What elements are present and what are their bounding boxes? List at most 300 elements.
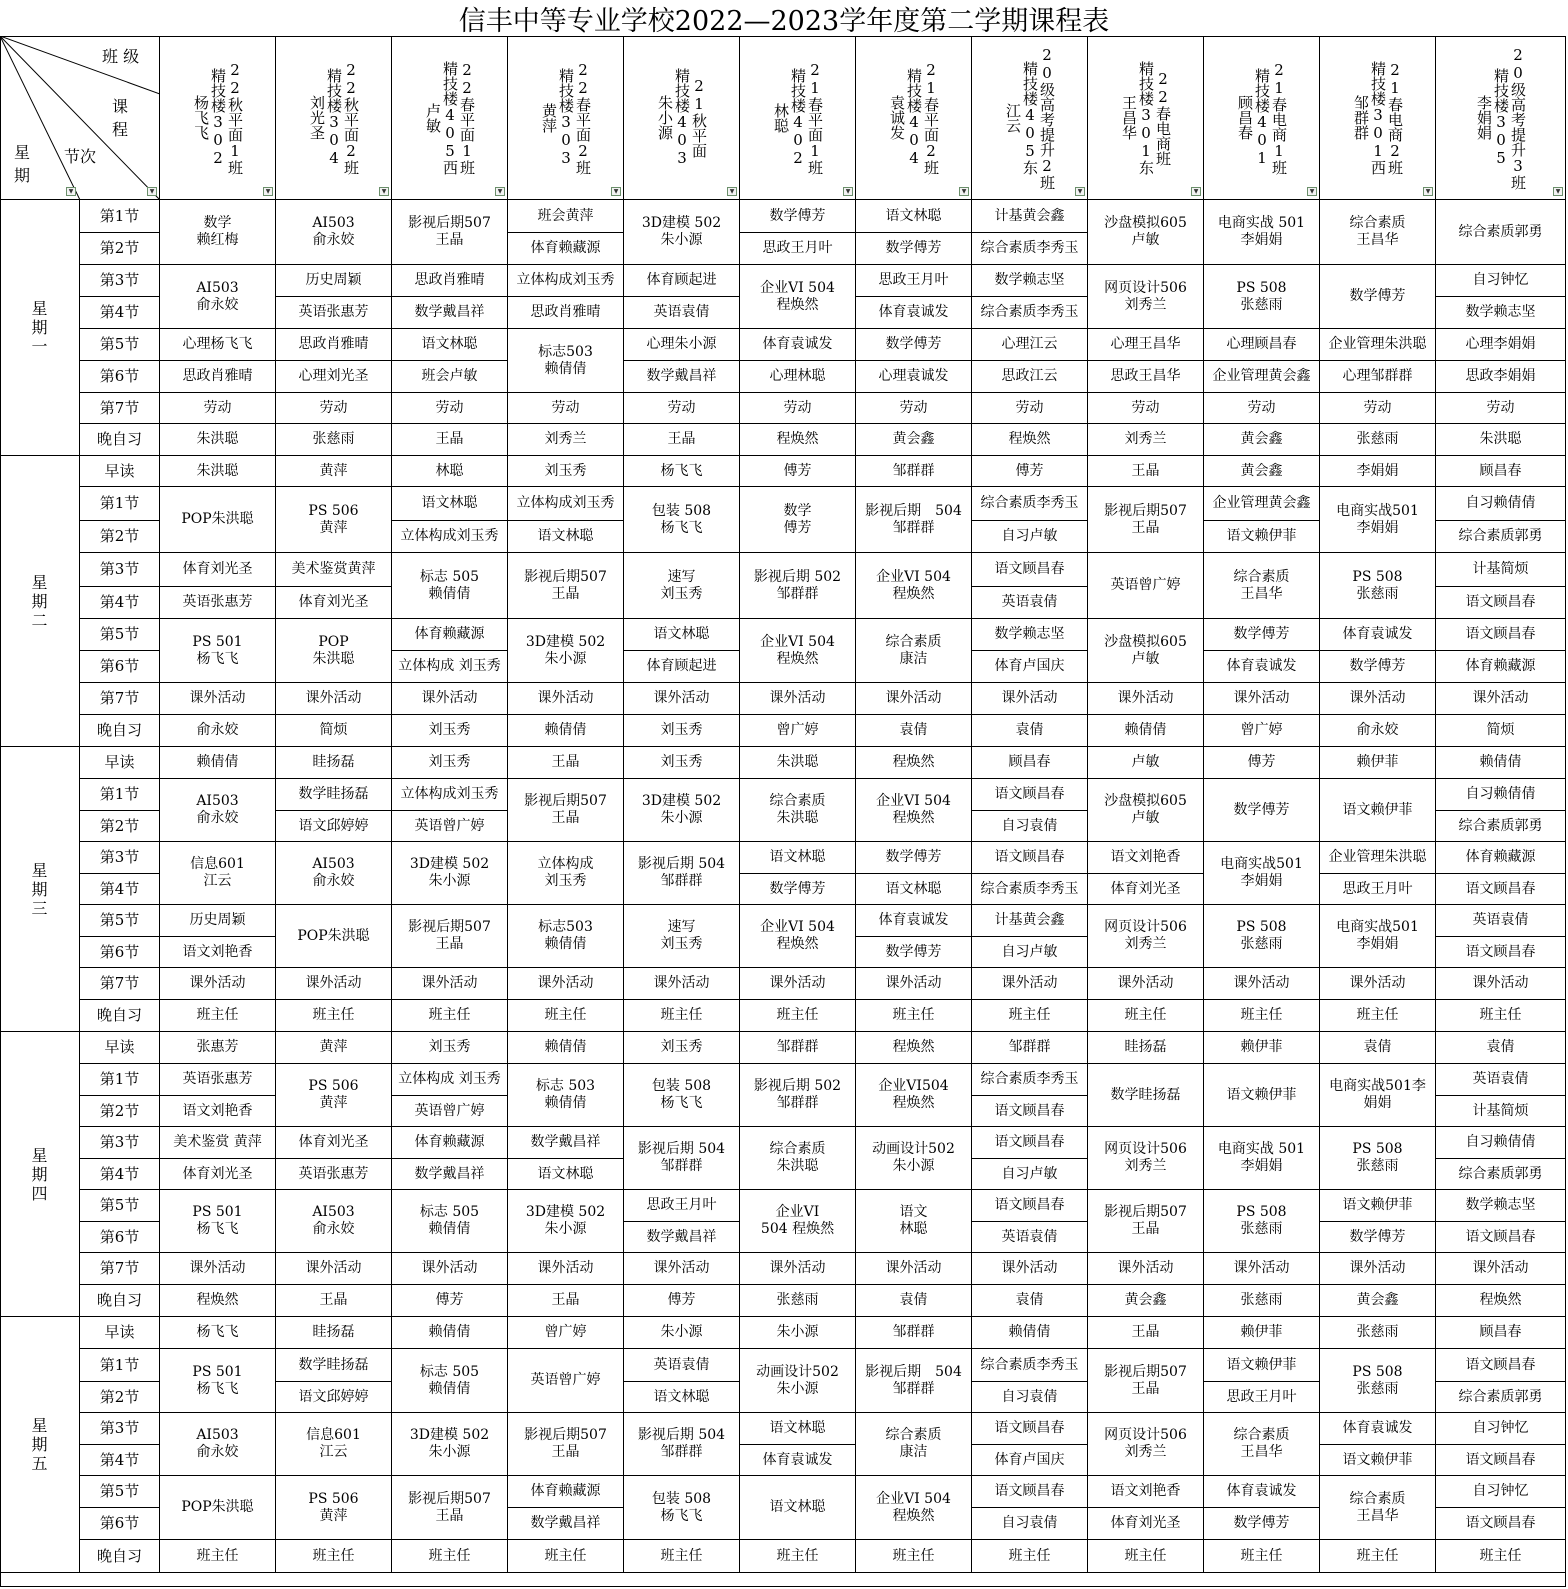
period-label: 第6节 [80, 937, 160, 968]
course-cell: 袁倩 [856, 1285, 972, 1317]
course-cell: 数学傅芳 [856, 233, 972, 265]
course-cell: 数学赖志坚 [972, 265, 1088, 297]
course-cell: 体育赖藏源 [508, 233, 624, 265]
course-cell: 速写 刘玉秀 [624, 905, 740, 968]
course-cell: 语文赖伊菲 [1204, 521, 1320, 553]
course-cell: 语文顾昌春 [972, 1096, 1088, 1127]
period-label: 第1节 [80, 1349, 160, 1382]
class-header-2: 22秋平面2班 精技楼304 刘光圣 [276, 36, 392, 200]
course-cell: 影视后期507 王晶 [392, 1476, 508, 1540]
class-header-4: 22春平面2班 精技楼303 黄萍 [508, 36, 624, 200]
course-cell: 企业VI 504 程焕然 [856, 553, 972, 619]
course-cell: 劳动 [740, 393, 856, 424]
course-cell: PS 501 杨飞飞 [160, 1349, 276, 1413]
class-header-5: 21秋平面 精技楼403 朱小源 [624, 36, 740, 200]
course-cell: 班主任 [624, 1000, 740, 1032]
course-cell: 自习赖倩倩 [1436, 1127, 1566, 1159]
course-cell: 综合素质 朱洪聪 [740, 1127, 856, 1190]
course-cell: 课外活动 [276, 968, 392, 1000]
course-cell: 思政王昌华 [1088, 361, 1204, 393]
course-cell: 影视后期507 王晶 [508, 1413, 624, 1476]
course-cell: 课外活动 [740, 1253, 856, 1285]
course-cell: 程焕然 [856, 1032, 972, 1064]
course-cell: 课外活动 [392, 683, 508, 715]
class-header-11: 21春电商2班 精技楼301西 邹群群 [1320, 36, 1436, 200]
course-cell: 企业VI 504 程焕然 [856, 1476, 972, 1540]
course-cell: 数学傅芳 [1320, 1222, 1436, 1253]
course-cell: 课外活动 [508, 1253, 624, 1285]
course-cell: 刘玉秀 [392, 1032, 508, 1064]
course-cell: 综合素质李秀玉 [972, 487, 1088, 521]
course-cell: 朱洪聪 [160, 456, 276, 487]
class-header-8: 20级高考提升2班 精技楼405东 江云 [972, 36, 1088, 200]
course-cell: 语文顾昌春 [972, 1127, 1088, 1159]
course-cell: 赖伊菲 [1204, 1032, 1320, 1064]
course-cell: 邹群群 [972, 1032, 1088, 1064]
period-label: 第3节 [80, 265, 160, 297]
course-cell: 班主任 [1436, 1540, 1566, 1573]
class-header-3: 22春平面1班 精技楼405西 卢敏 [392, 36, 508, 200]
course-cell: 包装 508 杨飞飞 [624, 1476, 740, 1540]
course-cell: 3D建模 502 朱小源 [624, 779, 740, 842]
course-cell: 影视后期507 王晶 [1088, 487, 1204, 553]
course-cell: 综合素质郭勇 [1436, 521, 1566, 553]
period-label: 第2节 [80, 1096, 160, 1127]
period-label: 第5节 [80, 905, 160, 937]
course-cell: 英语袁倩 [1436, 1064, 1566, 1096]
course-cell: 朱洪聪 [740, 747, 856, 779]
course-cell: 立体构成刘玉秀 [508, 487, 624, 521]
period-label: 第6节 [80, 651, 160, 683]
course-cell: 影视后期 504 邹群群 [856, 1349, 972, 1413]
course-cell: 体育刘光圣 [276, 1127, 392, 1159]
course-cell: 心理顾昌春 [1204, 329, 1320, 361]
course-cell: 思政肖雅晴 [508, 297, 624, 329]
course-cell: 数学傅芳 [1204, 1508, 1320, 1540]
course-cell: 3D建模 502 朱小源 [508, 619, 624, 683]
period-label: 第5节 [80, 1190, 160, 1222]
course-cell: 语文顾昌春 [1436, 1508, 1566, 1540]
course-cell: 英语袁倩 [972, 1222, 1088, 1253]
course-cell: 动画设计502 朱小源 [740, 1349, 856, 1413]
course-cell: 心理林聪 [740, 361, 856, 393]
class-header-9: 22春电商班 精技楼301东 王昌华 [1088, 36, 1204, 200]
period-label: 第1节 [80, 200, 160, 233]
filter-dropdown-class-8[interactable]: ▼ [1075, 187, 1085, 196]
course-cell: 班主任 [160, 1540, 276, 1573]
course-cell: 刘玉秀 [624, 1032, 740, 1064]
course-cell: 班主任 [1320, 1540, 1436, 1573]
course-cell: 英语张惠芳 [160, 587, 276, 619]
filter-dropdown-class-7[interactable]: ▼ [959, 187, 969, 196]
course-cell: 劳动 [392, 393, 508, 424]
filter-dropdown-class-11[interactable]: ▼ [1423, 187, 1433, 196]
course-cell: 课外活动 [160, 968, 276, 1000]
class-header-7: 21春平面2班 精技楼404 袁诚发 [856, 36, 972, 200]
period-label: 第5节 [80, 1476, 160, 1508]
period-label: 第7节 [80, 1253, 160, 1285]
course-cell: 心理李娟娟 [1436, 329, 1566, 361]
course-cell: 沙盘模拟605 卢敏 [1088, 619, 1204, 683]
course-cell: 影视后期507 王晶 [1088, 1190, 1204, 1253]
course-cell: 3D建模 502 朱小源 [624, 200, 740, 265]
filter-dropdown-class-3[interactable]: ▼ [495, 187, 505, 196]
course-cell: 王晶 [392, 424, 508, 456]
course-cell: 3D建模 502 朱小源 [508, 1190, 624, 1253]
course-cell: 语文顾昌春 [972, 1476, 1088, 1508]
course-cell: 语文顾昌春 [1436, 587, 1566, 619]
course-cell: 标志503 赖倩倩 [508, 329, 624, 393]
corner-label-course: 课 程 [112, 97, 129, 139]
course-cell: 英语张惠芳 [160, 1064, 276, 1096]
course-cell: 劳动 [1088, 393, 1204, 424]
course-cell: 赖倩倩 [508, 715, 624, 747]
course-cell: 体育袁诚发 [1204, 651, 1320, 683]
course-cell: 朱洪聪 [1436, 424, 1566, 456]
course-cell: 综合素质 王昌华 [1204, 1413, 1320, 1476]
filter-dropdown-class-4[interactable]: ▼ [611, 187, 621, 196]
course-cell: 数学傅芳 [856, 842, 972, 874]
course-cell: 班主任 [392, 1000, 508, 1032]
course-cell: 动画设计502 朱小源 [856, 1127, 972, 1190]
course-cell: 思政王月叶 [624, 1190, 740, 1222]
course-cell: 顾昌春 [972, 747, 1088, 779]
course-cell: 课外活动 [1088, 683, 1204, 715]
corner-label-period: 节次 [64, 147, 97, 166]
course-cell: 电商实战501 李娟娟 [1320, 487, 1436, 553]
course-cell: 数学戴昌祥 [508, 1508, 624, 1540]
filter-dropdown-class-5[interactable]: ▼ [727, 187, 737, 196]
course-cell: 心理刘光圣 [276, 361, 392, 393]
course-cell: 综合素质 王昌华 [1204, 553, 1320, 619]
course-cell: PS 508 张慈雨 [1204, 1190, 1320, 1253]
course-cell: 影视后期 504 邹群群 [624, 1127, 740, 1190]
course-cell: 思政李娟娟 [1436, 361, 1566, 393]
course-cell: 班主任 [1088, 1540, 1204, 1573]
course-cell: PS 508 张慈雨 [1204, 905, 1320, 968]
course-cell: 课外活动 [972, 968, 1088, 1000]
course-cell: 语文顾昌春 [1436, 1445, 1566, 1476]
course-cell: 思政王月叶 [740, 233, 856, 265]
course-cell: 数学傅芳 [1320, 265, 1436, 329]
course-cell: 企业VI 504 程焕然 [740, 619, 856, 683]
course-cell: PS 508 张慈雨 [1320, 1349, 1436, 1413]
course-cell: 刘玉秀 [392, 715, 508, 747]
course-cell: 语文邱婷婷 [276, 811, 392, 842]
course-cell: 综合素质郭勇 [1436, 1382, 1566, 1413]
course-cell: 语文林聪 [740, 1476, 856, 1540]
course-cell: 体育赖藏源 [1436, 842, 1566, 874]
course-cell: 体育刘光圣 [1088, 1508, 1204, 1540]
period-label: 第1节 [80, 487, 160, 521]
course-cell: 思政王月叶 [856, 265, 972, 297]
course-cell: 课外活动 [1088, 1253, 1204, 1285]
course-cell: 语文林聪 [624, 619, 740, 651]
course-cell: 语文顾昌春 [1436, 1349, 1566, 1382]
course-cell: 邹群群 [856, 456, 972, 487]
class-header-6: 21春平面1班 精技楼402 林聪 [740, 36, 856, 200]
course-cell: 班主任 [276, 1540, 392, 1573]
course-cell: 电商实战 501 李娟娟 [1204, 1127, 1320, 1190]
course-cell: 赖倩倩 [508, 1032, 624, 1064]
course-cell: 立体构成 刘玉秀 [392, 1064, 508, 1096]
course-cell: 综合素质李秀玉 [972, 874, 1088, 905]
period-label: 第6节 [80, 1222, 160, 1253]
course-cell: 赖伊菲 [1204, 1317, 1320, 1349]
course-cell: 黄萍 [276, 1032, 392, 1064]
course-cell: 课外活动 [740, 683, 856, 715]
course-cell: 班主任 [508, 1540, 624, 1573]
course-cell: 自习赖倩倩 [1436, 487, 1566, 521]
filter-dropdown-class-12[interactable]: ▼ [1553, 187, 1563, 196]
weekday-label: 星 期 一 [0, 200, 80, 456]
course-cell: 课外活动 [160, 1253, 276, 1285]
course-cell: 课外活动 [392, 968, 508, 1000]
course-cell: 自习袁倩 [972, 1382, 1088, 1413]
period-label: 第2节 [80, 521, 160, 553]
period-label: 早读 [80, 747, 160, 779]
course-cell: 体育袁诚发 [1320, 1413, 1436, 1445]
course-cell: 程焕然 [1436, 1285, 1566, 1317]
course-cell: 赖倩倩 [160, 747, 276, 779]
course-cell: 网页设计506 刘秀兰 [1088, 905, 1204, 968]
course-cell: 黄会鑫 [1320, 1285, 1436, 1317]
course-cell: 数学傅芳 [1320, 651, 1436, 683]
course-cell: 信息601 江云 [160, 842, 276, 905]
course-cell: 劳动 [160, 393, 276, 424]
course-cell: 自习钟忆 [1436, 265, 1566, 297]
period-label: 第4节 [80, 1445, 160, 1476]
period-label: 早读 [80, 1317, 160, 1349]
course-cell: 数学傅芳 [740, 200, 856, 233]
course-cell: 历史周颖 [160, 905, 276, 937]
course-cell: 英语张惠芳 [276, 297, 392, 329]
course-cell: 眭扬磊 [1088, 1032, 1204, 1064]
course-cell: 课外活动 [276, 683, 392, 715]
course-cell: 班主任 [740, 1540, 856, 1573]
course-cell: 影视后期507 王晶 [392, 905, 508, 968]
course-cell: 杨飞飞 [624, 456, 740, 487]
course-cell: 眭扬磊 [276, 747, 392, 779]
course-cell: 体育赖藏源 [392, 1127, 508, 1159]
course-cell: 袁倩 [856, 715, 972, 747]
course-cell: 王晶 [508, 1285, 624, 1317]
course-cell: 体育袁诚发 [1204, 1476, 1320, 1508]
course-cell: 王晶 [508, 747, 624, 779]
course-cell: 张慈雨 [740, 1285, 856, 1317]
course-cell: 数学戴昌祥 [624, 361, 740, 393]
course-cell: 综合素质郭勇 [1436, 1159, 1566, 1190]
course-cell: 综合素质 康洁 [856, 619, 972, 683]
course-cell: 劳动 [1320, 393, 1436, 424]
course-cell: 企业管理黄会鑫 [1204, 487, 1320, 521]
filter-dropdown-period[interactable]: ▼ [66, 187, 76, 196]
course-cell: 黄会鑫 [1088, 1285, 1204, 1317]
period-label: 第7节 [80, 968, 160, 1000]
period-label: 早读 [80, 456, 160, 487]
course-cell: 影视后期507 王晶 [508, 553, 624, 619]
course-cell: 语文林聪 [508, 521, 624, 553]
course-cell: 英语张惠芳 [276, 1159, 392, 1190]
course-cell: AI503 俞永姣 [276, 842, 392, 905]
course-cell: 眭扬磊 [276, 1317, 392, 1349]
course-cell: 英语袁倩 [624, 297, 740, 329]
course-cell: 数学眭扬磊 [276, 779, 392, 811]
course-cell: 张慈雨 [1320, 1317, 1436, 1349]
course-cell: 课外活动 [1436, 683, 1566, 715]
course-cell: 赖倩倩 [1088, 715, 1204, 747]
course-cell: 数学戴昌祥 [392, 1159, 508, 1190]
course-cell: 程焕然 [740, 424, 856, 456]
page-title: 信丰中等专业学校2022—2023学年度第二学期课程表 [458, 5, 1110, 37]
course-cell: 班主任 [856, 1540, 972, 1573]
course-cell: 语文林聪 [624, 1382, 740, 1413]
period-label: 第6节 [80, 1508, 160, 1540]
course-cell: 数学赖志坚 [1436, 297, 1566, 329]
course-cell: 体育袁诚发 [856, 905, 972, 937]
course-cell: POP朱洪聪 [276, 905, 392, 968]
course-cell: 网页设计506 刘秀兰 [1088, 265, 1204, 329]
course-cell: 数学傅芳 [1204, 619, 1320, 651]
course-cell: 简烦 [1436, 715, 1566, 747]
course-cell: 影视后期 502 邹群群 [740, 553, 856, 619]
period-label: 第7节 [80, 393, 160, 424]
period-label: 第1节 [80, 779, 160, 811]
course-cell: 黄会鑫 [1204, 424, 1320, 456]
course-cell: 思政王月叶 [1204, 1382, 1320, 1413]
course-cell: 语文赖伊菲 [1204, 1064, 1320, 1127]
course-cell: 傅芳 [1204, 747, 1320, 779]
filter-dropdown-class-6[interactable]: ▼ [843, 187, 853, 196]
filter-dropdown-class-1[interactable]: ▼ [263, 187, 273, 196]
course-cell: 语文林聪 [856, 874, 972, 905]
course-cell: 语文顾昌春 [972, 1190, 1088, 1222]
course-cell: 语文顾昌春 [972, 1413, 1088, 1445]
course-cell: 程焕然 [972, 424, 1088, 456]
course-cell: 综合素质李秀玉 [972, 233, 1088, 265]
course-cell: 自习赖倩倩 [1436, 779, 1566, 811]
course-cell: 袁倩 [972, 1285, 1088, 1317]
course-cell: 课外活动 [1436, 1253, 1566, 1285]
course-cell: 体育赖藏源 [392, 619, 508, 651]
course-cell: 王晶 [1088, 456, 1204, 487]
course-cell: 企业VI 504 程焕然 [856, 779, 972, 842]
filter-dropdown-class-2[interactable]: ▼ [379, 187, 389, 196]
filter-dropdown-class-10[interactable]: ▼ [1307, 187, 1317, 196]
course-cell: 班主任 [160, 1000, 276, 1032]
course-cell: 课外活动 [1320, 1253, 1436, 1285]
class-header-10: 21春电商1班 精技楼401 顾昌春 [1204, 36, 1320, 200]
period-label: 晚自习 [80, 424, 160, 456]
course-cell: PS 506 黄萍 [276, 1476, 392, 1540]
course-cell: 数学赖志坚 [1436, 1190, 1566, 1222]
course-cell: 计基黄会鑫 [972, 905, 1088, 937]
course-cell: 语文刘艳香 [1088, 1476, 1204, 1508]
course-cell: 电商实战501 李娟娟 [1320, 905, 1436, 968]
course-cell: 刘玉秀 [624, 715, 740, 747]
course-cell: 体育顾起进 [624, 265, 740, 297]
course-cell: POP 朱洪聪 [276, 619, 392, 683]
course-cell: 体育袁诚发 [1320, 619, 1436, 651]
course-cell: 立体构成 刘玉秀 [508, 842, 624, 905]
course-cell: 数学 傅芳 [740, 487, 856, 553]
course-cell: 班主任 [856, 1000, 972, 1032]
course-cell: 思政江云 [972, 361, 1088, 393]
period-label: 第4节 [80, 587, 160, 619]
course-cell: 语文顾昌春 [1436, 1222, 1566, 1253]
course-cell: 语文顾昌春 [972, 779, 1088, 811]
course-cell: 曾广婷 [508, 1317, 624, 1349]
course-cell: 影视后期507 王晶 [1088, 1349, 1204, 1413]
course-cell: 课外活动 [1320, 683, 1436, 715]
course-cell: 体育刘光圣 [276, 587, 392, 619]
course-cell: 课外活动 [1204, 683, 1320, 715]
course-cell: 简烦 [276, 715, 392, 747]
course-cell: 影视后期 504 邹群群 [624, 842, 740, 905]
course-cell: 黄会鑫 [1204, 456, 1320, 487]
course-cell: 劳动 [1204, 393, 1320, 424]
course-cell: 语文赖伊菲 [1204, 1349, 1320, 1382]
course-cell: 傅芳 [392, 1285, 508, 1317]
course-cell: 体育刘光圣 [160, 553, 276, 587]
course-cell: 综合素质李秀玉 [972, 1349, 1088, 1382]
period-label: 晚自习 [80, 1000, 160, 1032]
weekday-label: 星 期 三 [0, 747, 80, 1032]
course-cell: 心理王昌华 [1088, 329, 1204, 361]
weekday-label: 星 期 四 [0, 1032, 80, 1317]
course-cell: 朱小源 [740, 1317, 856, 1349]
course-cell: 语文林聪 [392, 329, 508, 361]
period-label: 第5节 [80, 329, 160, 361]
course-cell: 课外活动 [276, 1253, 392, 1285]
course-cell: 标志 505 赖倩倩 [392, 553, 508, 619]
class-header-1: 22秋平面1班 精技楼302 杨飞飞 [160, 36, 276, 200]
course-cell: 标志503 赖倩倩 [508, 905, 624, 968]
course-cell: 体育刘光圣 [1088, 874, 1204, 905]
course-cell: 课外活动 [1320, 968, 1436, 1000]
course-cell: 体育顾起进 [624, 651, 740, 683]
course-cell: 综合素质郭勇 [1436, 200, 1566, 265]
course-cell: AI503 俞永姣 [160, 265, 276, 329]
course-cell: 袁倩 [1436, 1032, 1566, 1064]
course-cell: 英语袁倩 [1436, 905, 1566, 937]
course-cell: 班主任 [1320, 1000, 1436, 1032]
course-cell: 影视后期 504 邹群群 [856, 487, 972, 553]
filter-dropdown-corner[interactable]: ▼ [147, 187, 157, 196]
period-label: 第4节 [80, 874, 160, 905]
course-cell: 综合素质李秀玉 [972, 297, 1088, 329]
course-cell: 班主任 [276, 1000, 392, 1032]
course-cell: 课外活动 [160, 683, 276, 715]
period-label: 第4节 [80, 1159, 160, 1190]
period-label: 第6节 [80, 361, 160, 393]
course-cell: 班主任 [972, 1000, 1088, 1032]
course-cell: 班主任 [1088, 1000, 1204, 1032]
course-cell: 立体构成刘玉秀 [392, 521, 508, 553]
course-cell: 计基黄会鑫 [972, 200, 1088, 233]
weekday-label: 星 期 五 [0, 1317, 80, 1573]
course-cell: 朱洪聪 [160, 424, 276, 456]
course-cell: 课外活动 [508, 968, 624, 1000]
course-cell: 企业管理朱洪聪 [1320, 842, 1436, 874]
course-cell: 数学傅芳 [856, 329, 972, 361]
period-label: 第2节 [80, 233, 160, 265]
filter-dropdown-class-9[interactable]: ▼ [1191, 187, 1201, 196]
course-cell: 课外活动 [392, 1253, 508, 1285]
course-cell: 数学戴昌祥 [392, 297, 508, 329]
course-cell: 班主任 [972, 1540, 1088, 1573]
period-label: 第4节 [80, 297, 160, 329]
